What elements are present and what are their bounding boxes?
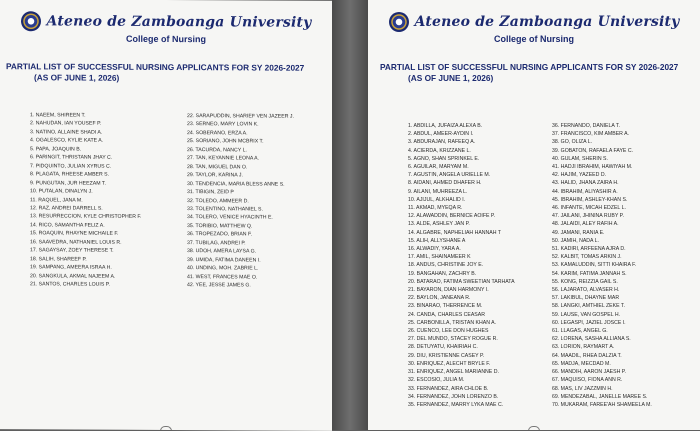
applicant-entry: 14. RICO, SAMANTHA FELIZ A. — [30, 222, 105, 229]
applicant-entry: 7. PIDQUINTO, JULIAN XYRUS C. — [30, 163, 112, 170]
applicant-entry: 1. ABDILLA, JUFAIZA ALEXA B. — [408, 123, 483, 129]
applicant-entry: 37. TUBILAG, ANDREI P. — [186, 239, 246, 247]
applicant-entry: 14. ALGABRE, NAPHELIAH HANNAH T — [408, 229, 502, 236]
university-seal-icon — [21, 11, 41, 31]
applicant-entry: 24. SOBERANO, ERZA A. — [186, 130, 248, 137]
applicant-entry: 25. SORIANO, JOHN MCBRIX T. — [186, 138, 264, 145]
applicant-entry: 18. ANDUS, CHRISTINE JOY E. — [408, 262, 484, 269]
title-line-1: PARTIAL LIST OF SUCCESSFUL NURSING APPLICANTS FOR SY 2026-2027 — [380, 62, 679, 72]
applicant-entry: 38. GO, OLIZA L. — [552, 139, 593, 146]
applicant-entry: 5. AGNO, SHAN SPRINKEL E. — [408, 155, 480, 162]
applicant-entry: 6. PARINGIT, THRISTANN JHAY C. — [30, 154, 113, 161]
list-title — [6, 61, 304, 85]
title-line-1: PARTIAL LIST OF SUCCESSFUL NURSING APPLICANTS FOR SY 2026-2027 — [6, 61, 305, 73]
applicant-entry: 40. GULAM, SHERIN S. — [552, 155, 608, 162]
applicant-entry: 39. UMIDA, FATIMA DANEEN I. — [186, 256, 261, 264]
applicant-entry: 56. LAJARATO, ALVASER H. — [552, 287, 620, 294]
applicant-entry: 37. FRANCISCO, KIM AMBER A. — [552, 131, 629, 138]
applicant-entry: 24. CANDA, CHARLES CEASAR — [408, 311, 485, 318]
applicant-entry: 45. IBRAHIM, ASHLEY-KHAN S. — [552, 196, 628, 203]
applicant-entry: 30. TENDENCIA, MARIA BLESS ANNE S. — [186, 180, 285, 188]
applicant-entry: 13. RESURRECCION, KYLE CHRISTOPHER F. — [30, 213, 142, 221]
title-line-2: (AS OF JUNE 1, 2026) — [34, 72, 120, 83]
applicant-entry: 36. FERNANDO, DANIELA T. — [552, 123, 620, 129]
applicant-entry: 63. LORION, RAYMART A. — [552, 344, 615, 351]
applicant-entry: 25. CARBONILLA, TRISTAN KHAN A. — [408, 319, 497, 326]
page-header — [0, 11, 332, 45]
applicant-entry: 22. SARAPUDDIN, SHARIEF VEN JAZEER J. — [186, 113, 294, 120]
applicant-entry: 50. JAMIH, NADA L. — [552, 237, 599, 244]
applicant-entry: 22. BAYLON, JANEANA R. — [408, 295, 471, 302]
applicant-entry: 2. ABDUL, AMEER-AYDIN I. — [408, 131, 474, 138]
applicant-entry: 28. DETUYATU, KHAIRIAH C. — [408, 344, 478, 351]
page-gap — [332, 0, 368, 430]
applicant-entry: 20. SANGKULA, AKMAL NAJEEM A. — [30, 272, 116, 280]
applicant-entry: 67. MAQUISO, FIONA ANN R. — [552, 377, 623, 384]
applicant-entry: 12. ALAWADDIN, BERNICE AOIFE P. — [408, 213, 496, 220]
applicant-entry: 32. TOLEDO, AMMEER D. — [186, 197, 249, 204]
applicant-entry: 15. ALIH, ALLYSHANE A — [408, 237, 466, 244]
applicant-entry: 26. CUENCO, LEE DON HUGHES — [408, 328, 489, 335]
applicant-list-col1 — [30, 111, 179, 289]
applicant-entry: 59. LAUSE, VAN GOSPEL H. — [552, 311, 621, 318]
applicant-entry: 23. SERNEO, MARY LOVIN K. — [186, 121, 259, 128]
logo-row — [368, 12, 700, 32]
applicant-entry: 43. HALID, JHANA ZAIRA H. — [552, 180, 619, 187]
applicant-entry: 29. TAYLOR, KARINA J. — [186, 172, 243, 179]
applicant-entry: 3. NATINO, ALLAINE SHADI A. — [30, 129, 103, 136]
applicant-entry: 20. BATARAO, FATIMA SWEETIAN TARHATA — [408, 278, 515, 285]
applicant-entry: 11. AKMAD, MYEQA R. — [408, 205, 463, 212]
applicant-entry: 55. KONG, REIZZIA GAIL S. — [552, 278, 618, 285]
applicant-entry: 33. FERNANDEZ, AIRA CHLOE B. — [408, 385, 489, 392]
applicant-entry: 16. SAAVEDRA, NATHANIEL LOUIS R. — [30, 239, 122, 246]
applicant-entry: 30. ENRIQUEZ, ALECHT BRYLE F. — [408, 360, 491, 367]
applicant-entry: 10. PUTALAN, DINALYN J. — [30, 188, 93, 195]
applicant-entry: 42. HAJIM, YAZEED D. — [552, 172, 607, 179]
applicant-entry: 44. IBRAHIM, ALIYASHIR A. — [552, 188, 618, 195]
list-title — [380, 62, 678, 84]
applicant-entry: 2. NAHUDAN, IAN YOUSEF P. — [30, 120, 102, 128]
applicant-entry: 10. AJIJUL, ALKHALID I. — [408, 196, 466, 203]
applicant-entry: 35. TORIBIO, MATTHEW Q. — [186, 223, 253, 230]
applicant-entry: 33. TOLENTINO, NATHANIEL S. — [186, 206, 263, 213]
applicant-entry: 68. MAS, LIV JAZZMIN H. — [552, 385, 613, 392]
applicant-entry: 51. KADIRI, ARFEENA AJRA D. — [552, 246, 626, 253]
applicant-entry: 17. SAGAYSAY, ZOEY THERESE T. — [30, 247, 114, 254]
applicant-entry: 70. MUKARAM, FAREE'AH SHAMEELA M. — [552, 401, 652, 408]
applicant-entry: 62. LORENA, SASHA ALLIANA S. — [552, 336, 631, 343]
university-seal-icon — [389, 12, 409, 32]
applicant-list-col2 — [187, 112, 326, 290]
applicant-entry: 17. AMIL, SHAINAMEER K — [408, 254, 471, 261]
university-name: Ateneo de Zamboanga University — [46, 13, 312, 31]
applicant-entry: 15. ROAQUIN, RHAYNE MICHAILE F. — [30, 230, 119, 238]
applicant-entry: 58. LANGKI, AMTHIEL ZEKE T. — [552, 303, 625, 310]
applicant-entry: 18. SALIH, SHAREEF P. — [30, 255, 87, 263]
applicant-entry: 69. MENDEZABAL, JANELLE MAREE S. — [552, 393, 648, 400]
applicant-entry: 66. MANDIH, AARON JAESH P. — [552, 369, 626, 376]
applicant-entry: 21. SANTOS, CHARLES LOUIS P. — [30, 281, 110, 288]
applicant-entry: 54. KARIM, FATIMA JANNAH S. — [552, 270, 627, 277]
applicant-entry: 36. TROPEZADO, BRIAN F. — [186, 231, 253, 238]
applicant-entry: 12. RAZ, ANDREI DARRELL S. — [30, 205, 103, 212]
applicant-entry: 57. LAKIBUL, DHAYNE MAR — [552, 295, 620, 302]
applicant-entry: 49. JAMANI, RANIA E. — [552, 229, 605, 236]
applicant-entry: 31. TIBIGIN, ZEID P — [186, 189, 234, 196]
page-header — [368, 12, 700, 44]
applicant-entry: 27. DEL MUNDO, STACEY ROGUE R. — [408, 336, 498, 343]
university-name: Ateneo de Zamboanga University — [414, 14, 680, 30]
applicant-list-col1 — [408, 122, 544, 409]
right-page — [368, 0, 700, 430]
applicant-entry: 34. FERNANDEZ, JOHN LORENZO B. — [408, 393, 499, 400]
applicant-entry: 4. OGALESCO, KYLIE KATE A. — [30, 137, 104, 145]
applicant-list-col2 — [552, 122, 692, 409]
title-line-2: (AS OF JUNE 1, 2026) — [408, 73, 494, 83]
applicant-entry: 40. UNDING, MOH. ZABRIE L. — [186, 265, 259, 272]
applicant-entry: 9. AILANI, MUHREEZA L. — [408, 188, 468, 195]
applicant-entry: 7. AGUSTIN, ANGELA URIELLE M. — [408, 172, 491, 179]
applicant-entry: 11. RAQUEL, JANA M. — [30, 196, 83, 204]
applicant-entry: 19. SAMPANG, AMEERA ISRAA H. — [30, 264, 112, 271]
applicant-entry: 31. ENRIQUEZ, ANGEL MARIANNE D. — [408, 369, 499, 376]
applicant-entry: 52. KALBIT, TOMAS ARKIN J. — [552, 254, 622, 261]
applicant-entry: 32. ESCOSIO, JULIA M. — [408, 377, 465, 384]
applicant-entry: 8. AIDANI, AHMED DHAFER H. — [408, 180, 482, 187]
applicant-entry: 65. MADJA, MECDAD M. — [552, 360, 611, 367]
applicant-entry: 53. KAMALUDDIN, SITTI KHAIRA F. — [552, 262, 637, 269]
applicant-entry: 5. PAPA, JOAQUIN B. — [30, 146, 82, 153]
applicant-entry: 35. FERNANDEZ, MARRY LYKA MAE C. — [408, 401, 504, 408]
page-number-mark — [528, 426, 540, 430]
applicant-entry: 47. JAILANI, JHININA RUBY P. — [552, 213, 624, 220]
applicant-entry: 9. PUNGUTAN, JUR HEEZAM T. — [30, 179, 106, 187]
left-page — [0, 0, 332, 431]
applicant-entry: 3. ABDURAJAN, RAFEEQ A. — [408, 139, 476, 146]
applicant-entry: 27. TAN, KEYANNIE LEONA A. — [186, 155, 260, 162]
applicant-entry: 39. GOBATON, RAFAELA FAYE C. — [552, 147, 634, 154]
applicant-entry: 46. INFANTE, MICAH EDZEL L. — [552, 205, 626, 212]
college-name: College of Nursing — [493, 34, 574, 44]
applicant-entry: 4. ACIERDA, KRIZZANE L. — [408, 147, 471, 154]
applicant-entry: 26. TACURDA, NANCY L. — [186, 146, 247, 154]
applicant-columns — [408, 122, 694, 409]
applicant-entry: 64. MAADIL, RHEA DALZIA T. — [552, 352, 622, 359]
applicant-entry: 16. ALWADIY, YARA A. — [408, 246, 461, 253]
applicant-entry: 19. BANGAHAN, ZACHRY B. — [408, 270, 477, 277]
applicant-entry: 1. NAEEM, SHIREEN T. — [30, 112, 86, 119]
applicant-entry: 28. TAN, MIGUEL DAN O. — [186, 163, 248, 171]
applicant-entry: 34. TOLERO, VENICE HYACINTH E. — [186, 214, 273, 221]
college-name: College of Nursing — [125, 33, 206, 45]
applicant-entry: 23. BINARAO, THERRENCE M. — [408, 303, 483, 310]
applicant-entry: 8. PLAGATA, RHEESE AMBER S. — [30, 171, 110, 178]
applicant-entry: 41. WEST, FRANCES MAE O. — [186, 273, 258, 281]
applicant-entry: 38. UDOH, AMERA LAYSA G. — [186, 248, 257, 255]
applicant-entry: 21. BAYARON, DIAN HARMONY I. — [408, 287, 489, 294]
page-number-mark — [160, 426, 172, 431]
applicant-entry: 13. ALDE, ASHLEY JAN P. — [408, 221, 470, 228]
applicant-columns — [30, 111, 326, 290]
applicant-entry: 29. DIU, KRISTIENNE CASEY P. — [408, 352, 485, 359]
applicant-entry: 61. LLAGAS, ANGEL G. — [552, 328, 608, 335]
applicant-entry: 60. LEGASPI, JAZIEL JOSCE I. — [552, 319, 626, 326]
applicant-entry: 6. AGUILAR, MARYAM M. — [408, 164, 469, 171]
applicant-entry: 48. JALAIDI, ALEY RAFIH A. — [552, 221, 619, 228]
applicant-entry: 41. HADJI IBRAHIM, HAWIYAH M. — [552, 164, 633, 171]
logo-row — [0, 11, 332, 33]
applicant-entry: 42. YEE, JESSE JAMES G. — [186, 282, 251, 289]
